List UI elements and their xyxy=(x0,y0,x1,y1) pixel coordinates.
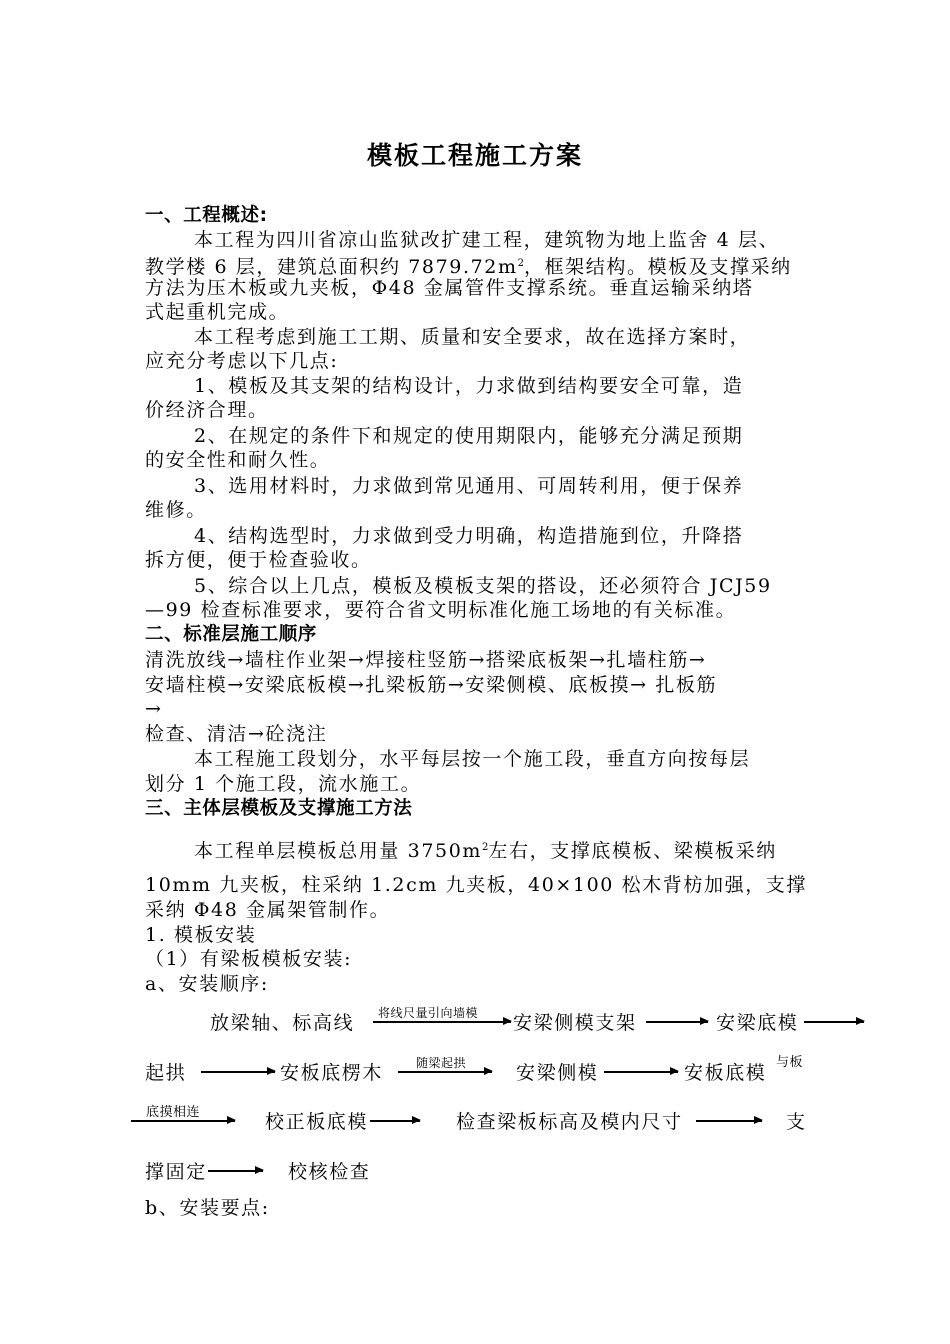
install-sequence-label: a、安装顺序: xyxy=(145,973,269,995)
flow-step: 撑固定 xyxy=(145,1161,207,1183)
flow-step: 校核检查 xyxy=(288,1161,371,1183)
section3-heading: 三、主体层模板及支撑施工方法 xyxy=(145,798,413,819)
section3-paragraph-line: 采纳 Φ48 金属架管制作。 xyxy=(145,899,391,921)
superscript: 2 xyxy=(517,258,524,269)
flow-arrow xyxy=(201,1071,275,1073)
flow-arrow-label: 将线尺量引向墙模 xyxy=(378,1006,479,1020)
section3-paragraph-line: 10mm 九夹板，柱采纳 1.2cm 九夹板，40×100 松木背枋加强，支撑 xyxy=(145,874,808,896)
section2-paragraph-line: 本工程施工段划分，水平每层按一个施工段，垂直方向按每层 xyxy=(194,748,751,770)
flow-arrow xyxy=(804,1021,864,1023)
flow-step-continued: 与板 xyxy=(776,1055,804,1070)
flow-step: 安板底模 xyxy=(684,1062,767,1084)
section1-heading: 一、工程概述: xyxy=(145,205,268,226)
flow-arrow xyxy=(131,1120,235,1122)
flow-arrow-label: 随梁起拱 xyxy=(416,1056,467,1070)
section1-paragraph1-line: 式起重机完成。 xyxy=(145,301,290,323)
section3-paragraph-line: 本工程单层模板总用量 $3750m^2$左右，支撑底模板、梁模板采纳 xyxy=(194,840,777,862)
document-title: 模板工程施工方案 xyxy=(366,141,583,170)
flow-step: 放梁轴、标高线 xyxy=(210,1012,355,1034)
install-points-label: b、安装要点: xyxy=(145,1197,270,1219)
flow-arrow xyxy=(370,1120,420,1122)
sequence-line: 清洗放线→墙柱作业架→焊接柱竖筋→搭梁底板架→扎墙柱筋→ xyxy=(145,649,707,671)
point-5-line: —99 检查标准要求，要符合省文明标准化施工场地的有关标准。 xyxy=(145,599,737,621)
point-1-line: 1、模板及其支架的结构设计，力求做到结构要安全可靠，造 xyxy=(194,375,744,397)
flow-step: 检查梁板标高及模内尺寸 xyxy=(456,1111,683,1133)
section1-paragraph2-line: 本工程考虑到施工工期、质量和安全要求，故在选择方案时， xyxy=(194,326,751,348)
point-2-line: 的安全性和耐久性。 xyxy=(145,449,331,471)
section2-paragraph-line: 划分 1 个施工段，流水施工。 xyxy=(145,773,422,795)
sequence-line: 安墙柱模→安梁底板模→扎梁板筋→安梁侧模、底板摸→ 扎板筋 xyxy=(145,674,718,696)
point-1-line: 价经济合理。 xyxy=(145,399,269,421)
flow-arrow xyxy=(696,1120,762,1122)
point-2-line: 2、在规定的条件下和规定的使用期限内，能够充分满足预期 xyxy=(194,425,744,447)
section2-heading: 二、标准层施工顺序 xyxy=(145,624,317,645)
point-5-line: 5、综合以上几点，模板及模板支架的搭设，还必须符合 JCJ59 xyxy=(194,575,772,597)
section1-paragraph1-line: 方法为压木板或九夹板，Φ48 金属管件支撑系统。垂直运输采纳塔 xyxy=(145,277,754,299)
sequence-line: 检查、清洁→砼浇注 xyxy=(145,723,328,745)
section1-paragraph2-line: 应充分考虑以下几点: xyxy=(145,350,339,372)
flow-step: 校正板底模 xyxy=(265,1111,369,1133)
point-4-line: 4、结构选型时，力求做到受力明确，构造措施到位，升降搭 xyxy=(194,525,744,547)
flow-arrow xyxy=(373,1021,511,1023)
flow-step-continued: 底摸相连 xyxy=(146,1105,201,1120)
point-4-line: 拆方便，便于检查验收。 xyxy=(145,549,372,571)
sequence-line: → xyxy=(145,698,163,720)
flow-step: 安梁侧模 xyxy=(516,1062,599,1084)
point-3-line: 3、选用材料时，力求做到常见通用、可周转利用，便于保养 xyxy=(194,475,744,497)
section1-paragraph1-line: 教学楼 6 层，建筑总面积约 $7879.72m^2$，框架结构。模板及支撑采纳 xyxy=(145,256,792,278)
subheading-template-installation: 1. 模板安装 xyxy=(145,924,257,946)
flow-step: 安梁底模 xyxy=(716,1012,799,1034)
flow-arrow xyxy=(398,1071,492,1073)
flow-step: 起拱 xyxy=(145,1062,187,1084)
flow-arrow xyxy=(604,1071,678,1073)
flow-step: 安板底楞木 xyxy=(280,1062,384,1084)
point-3-line: 维修。 xyxy=(145,499,207,521)
flow-step: 安梁侧模支架 xyxy=(513,1012,637,1034)
flow-arrow xyxy=(646,1021,708,1023)
section1-paragraph1-line: 本工程为四川省凉山监狱改扩建工程，建筑物为地上监舍 4 层、 xyxy=(194,229,780,251)
flow-step: 支 xyxy=(786,1111,807,1133)
subheading-beam-slab-installation: （1）有梁板模板安装: xyxy=(145,948,353,970)
superscript: 2 xyxy=(482,842,489,853)
flow-arrow xyxy=(208,1170,263,1172)
